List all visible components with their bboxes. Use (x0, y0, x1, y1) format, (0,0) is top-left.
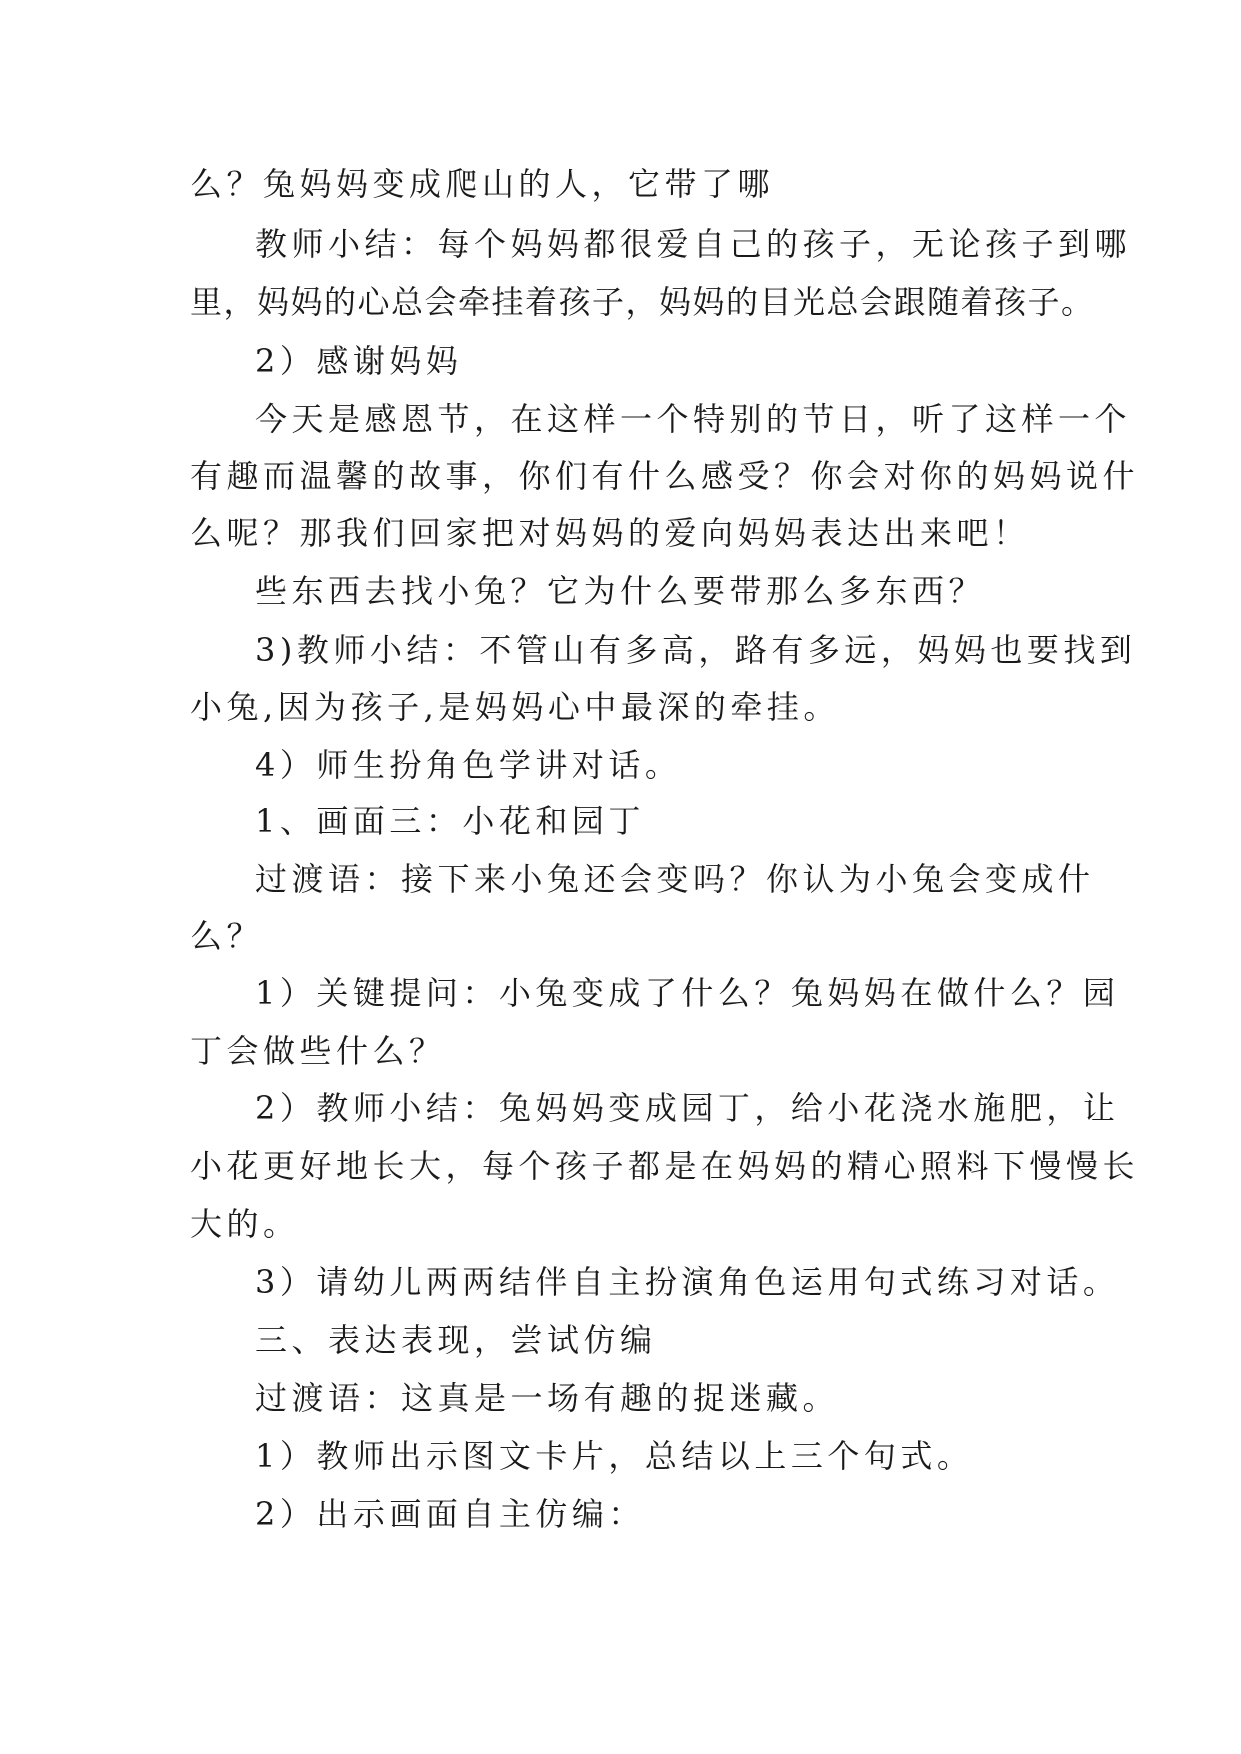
section-heading: 2）感谢妈妈 (255, 342, 463, 380)
text-line: 丁会做些什么？ (190, 1032, 446, 1070)
text-line: 3)教师小结：不管山有多高，路有多远，妈妈也要找到 (255, 631, 1137, 669)
text-line: 么？ (190, 917, 264, 955)
text-line: 今天是感恩节，在这样一个特别的节日，听了这样一个 (255, 400, 1132, 438)
text-line: 有趣而温馨的故事，你们有什么感受？你会对你的妈妈说什 (190, 457, 1140, 495)
text-line: 么？兔妈妈变成爬山的人，它带了哪 (190, 165, 775, 203)
text-line: 1）教师出示图文卡片，总结以上三个句式。 (255, 1437, 974, 1475)
text-line: 教师小结：每个妈妈都很爱自己的孩子，无论孩子到哪 (255, 225, 1132, 263)
section-heading: 1、画面三：小花和园丁 (255, 802, 645, 840)
text-line: 么呢？那我们回家把对妈妈的爱向妈妈表达出来吧！ (190, 514, 1030, 552)
text-line: 2）出示画面自主仿编： (255, 1495, 645, 1533)
text-line: 过渡语：接下来小兔还会变吗？你认为小兔会变成什 (255, 860, 1095, 898)
text-line: 3）请幼儿两两结伴自主扮演角色运用句式练习对话。 (255, 1263, 1120, 1301)
section-heading: 三、表达表现，尝试仿编 (255, 1321, 657, 1359)
text-line: 小花更好地长大，每个孩子都是在妈妈的精心照料下慢慢长 (190, 1147, 1140, 1185)
text-line: 过渡语：这真是一场有趣的捉迷藏。 (255, 1379, 840, 1417)
text-line: 些东西去找小兔？它为什么要带那么多东西？ (255, 572, 986, 610)
text-line: 4）师生扮角色学讲对话。 (255, 746, 682, 784)
text-line: 大的。 (190, 1205, 300, 1243)
text-line: 小兔,因为孩子,是妈妈心中最深的牵挂。 (190, 688, 840, 726)
text-line: 1）关键提问：小兔变成了什么？兔妈妈在做什么？园 (255, 974, 1120, 1012)
text-line: 里，妈妈的心总会牵挂着孩子，妈妈的目光总会跟随着孩子。 (190, 283, 1095, 321)
text-line: 2）教师小结：兔妈妈变成园丁，给小花浇水施肥，让 (255, 1089, 1120, 1127)
